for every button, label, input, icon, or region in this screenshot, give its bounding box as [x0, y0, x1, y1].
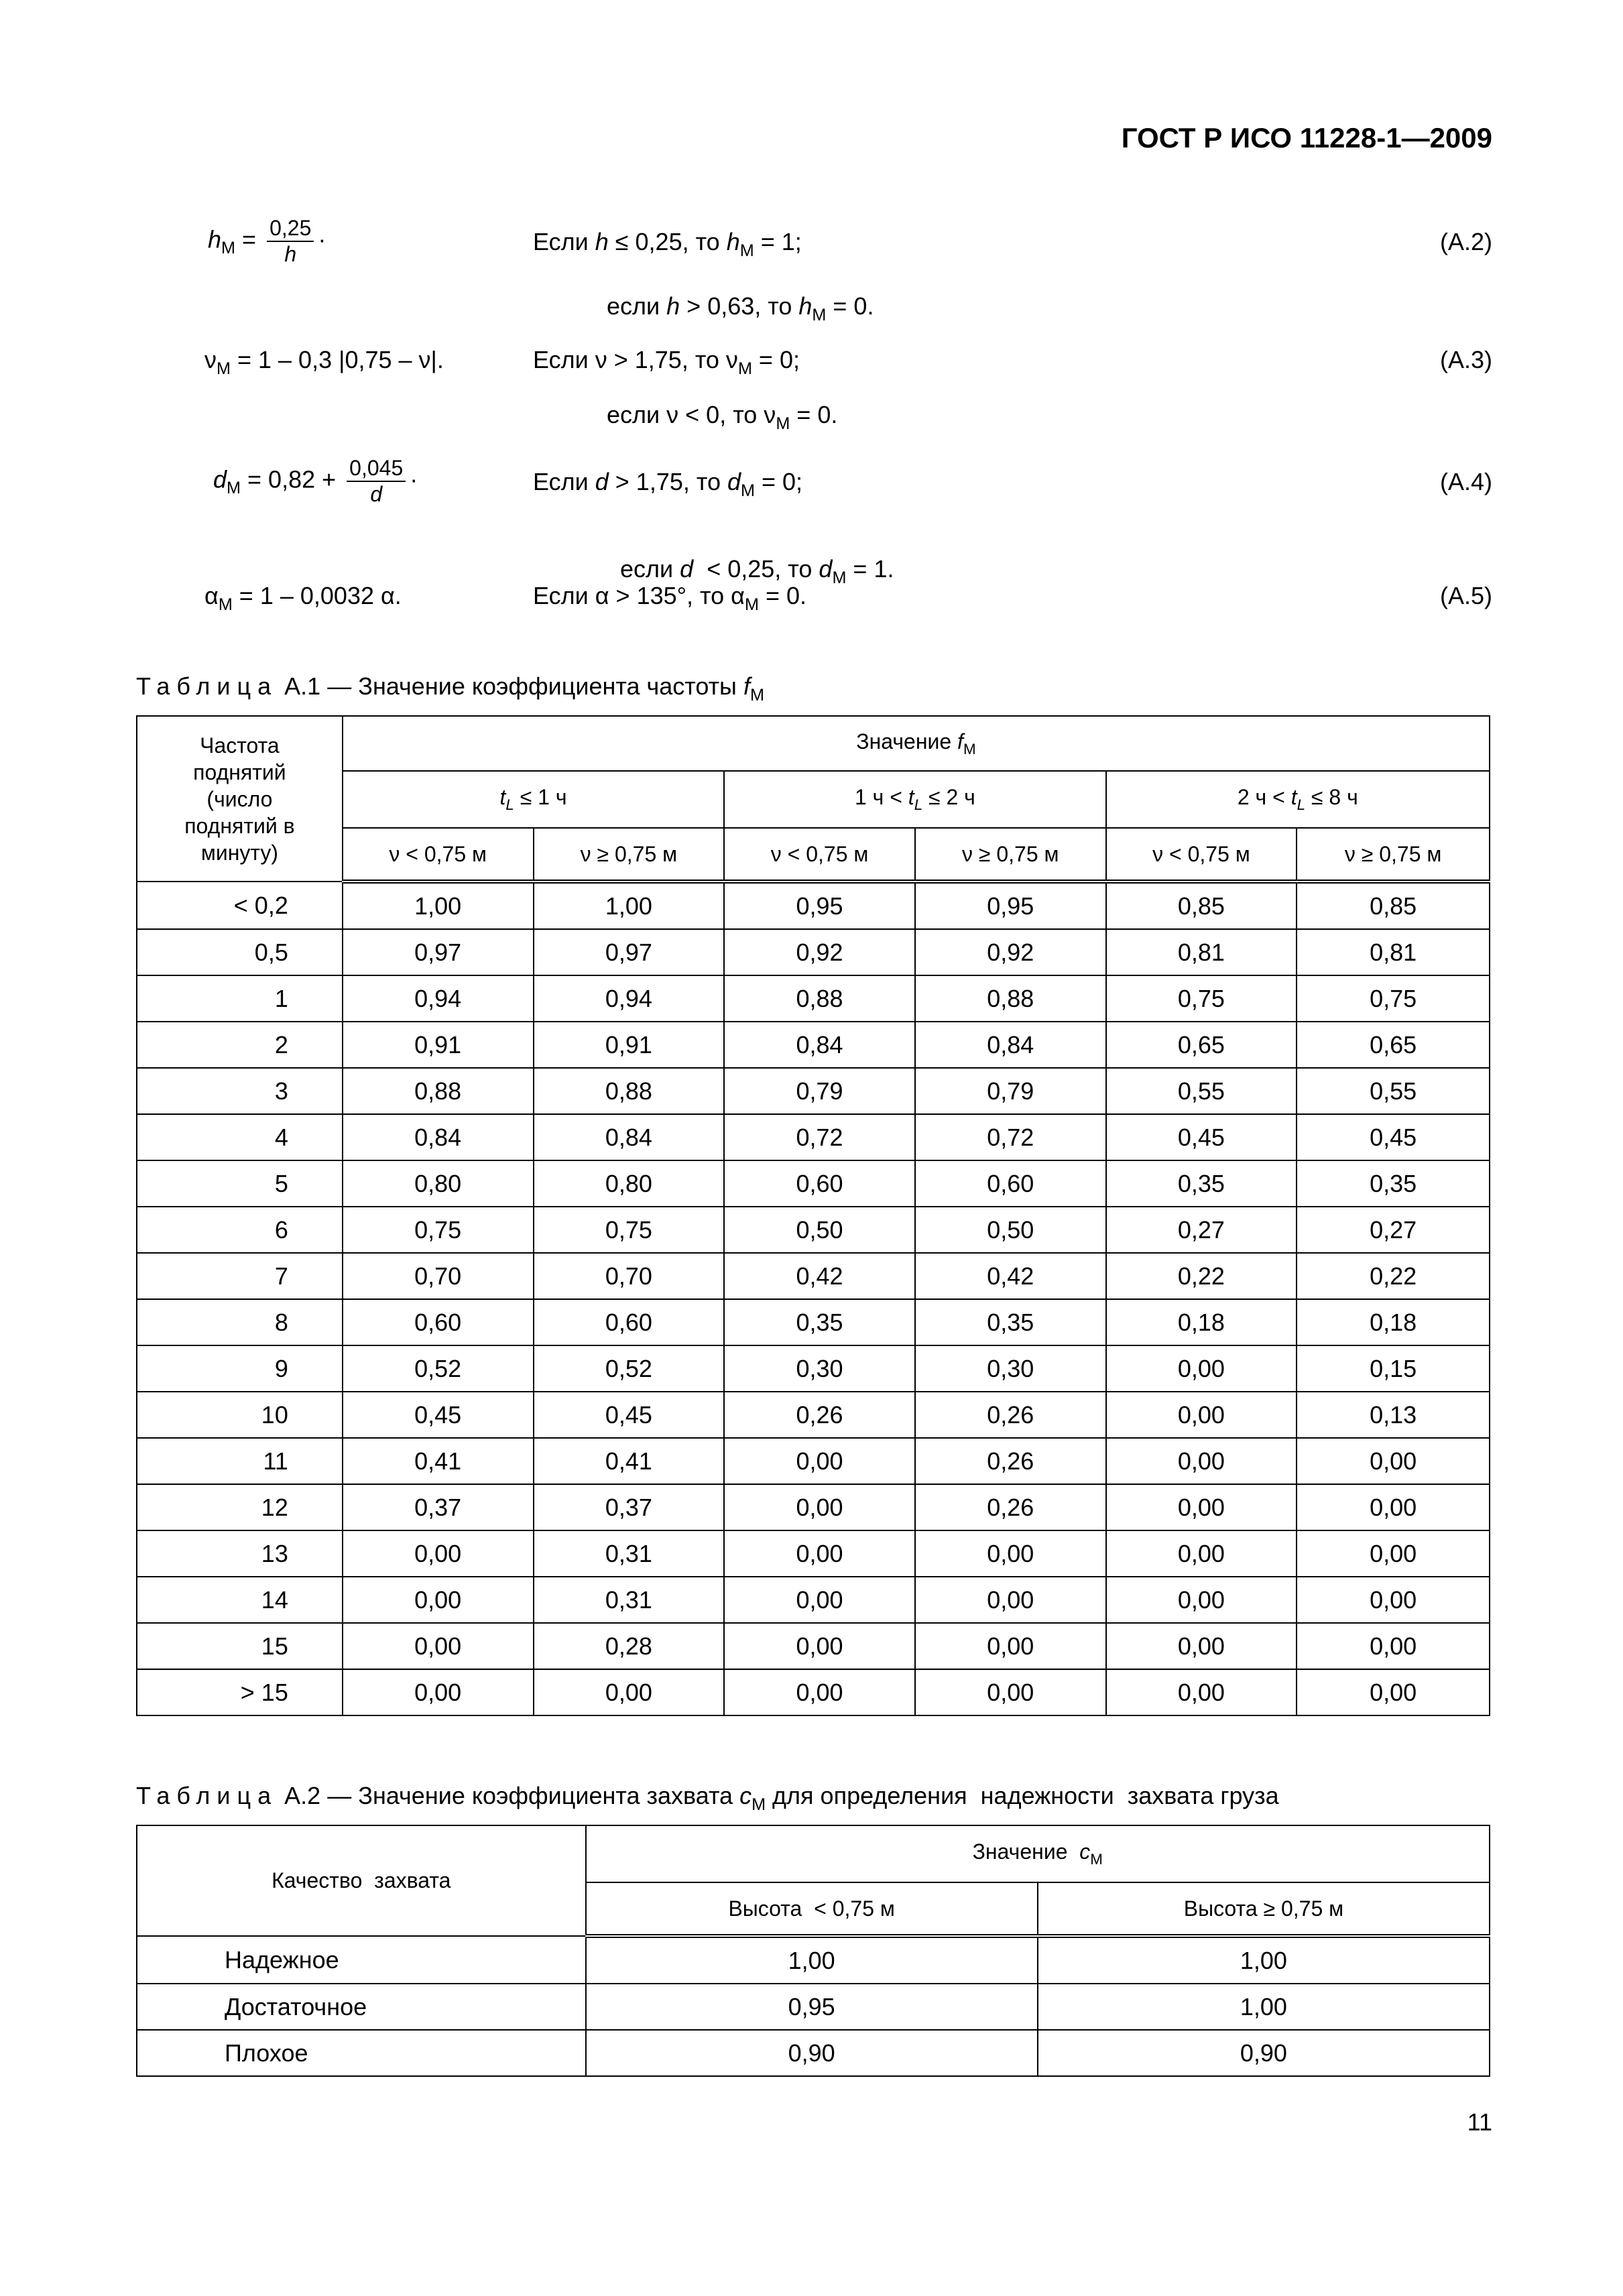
table-a1-cell: 0,72 [915, 1114, 1106, 1160]
table-a1-cell: 0,00 [724, 1577, 915, 1623]
table-a1-row-label: 3 [137, 1068, 343, 1114]
table-a1-group-2: 1 $ч < t_L \le 2$ ч [724, 771, 1105, 828]
table-a1-cell: 0,00 [915, 1623, 1106, 1669]
formula-a4-condition-2: если d < 0,25, то $d_M = 1$. [620, 555, 894, 587]
table-a1-cell: 0,75 [1106, 975, 1297, 1022]
table-a1-cell: 0,00 [1297, 1623, 1490, 1669]
table-a1-caption: Таблица А.1 — Значение коэффициента частоты $f_M$ [136, 672, 764, 705]
table-a1-cell: 0,41 [534, 1438, 725, 1484]
table-a1-cell: 0,88 [724, 975, 915, 1022]
table-a1-row-label: 8 [137, 1299, 343, 1345]
table-a1-row-label: > 15 [137, 1669, 343, 1715]
table-a1-subheader: ν < 0,75 м [343, 828, 534, 882]
table-a2-cell: 1,00 [1038, 1936, 1490, 1984]
table-a2-cell: 0,90 [1038, 2030, 1490, 2076]
table-a1-cell: 0,00 [1106, 1577, 1297, 1623]
table-a1-cell: 1,00 [534, 882, 725, 929]
table-a1-row-label: 5 [137, 1160, 343, 1207]
table-a1-cell: 0,65 [1297, 1022, 1490, 1068]
table-a2-body [137, 1936, 1490, 2076]
table-a2-subheader: Высота < 0,75 м [586, 1882, 1038, 1936]
table-a1-cell: 0,18 [1106, 1299, 1297, 1345]
table-a2-row [137, 2030, 1490, 2076]
formula-a4-condition-1: Если d > 1,75, то $d_M = 0$; [533, 468, 803, 500]
table-a1-cell: 0,92 [724, 929, 915, 975]
table-a1-body [137, 882, 1490, 1715]
formula-a3-lhs: $\nu_M = 1 - 0,3$ |0,75 – ν|. [204, 346, 444, 378]
equation-number-a5: (А.5) [1439, 582, 1492, 609]
table-a1-cell: 0,22 [1297, 1253, 1490, 1299]
table-a1-cell: 0,50 [915, 1207, 1106, 1253]
table-a1-cell: 0,26 [915, 1392, 1106, 1438]
table-a1-cell: 0,70 [534, 1253, 725, 1299]
table-a1-cell: 0,91 [534, 1022, 725, 1068]
table-a1-cell: 0,15 [1297, 1345, 1490, 1392]
table-a1-cell: 1,00 [343, 882, 534, 929]
table-a2-row [137, 1984, 1490, 2030]
table-a1-cell: 0,00 [343, 1669, 534, 1715]
table-a1-cell: 0,26 [915, 1438, 1106, 1484]
table-a1-subheader: ν ≥ 0,75 м [915, 828, 1106, 882]
table-a1-cell: 0,27 [1106, 1207, 1297, 1253]
formula-a5-lhs: $\alpha_M = 1 - 0,0032$ α. [204, 582, 402, 614]
table-a1-cell: 0,00 [1297, 1669, 1490, 1715]
table-a1-cell: 0,85 [1106, 882, 1297, 929]
table-a1-subheader: ν < 0,75 м [1106, 828, 1297, 882]
table-a1-row [137, 1345, 1490, 1392]
table-a1-cell: 0,65 [1106, 1022, 1297, 1068]
table-a2-cell: 0,95 [586, 1984, 1038, 2030]
table-a1-row [137, 1669, 1490, 1715]
table-a1-row-label: 6 [137, 1207, 343, 1253]
table-a1-cell: 0,00 [1106, 1438, 1297, 1484]
formula-a2-condition-2: если h > 0,63, то $h_M = 0$. [607, 292, 874, 324]
table-a1-cell: 0,75 [1297, 975, 1490, 1022]
table-a1-cell: 0,60 [534, 1299, 725, 1345]
table-a1-row [137, 975, 1490, 1022]
table-a1-cell: 0,84 [915, 1022, 1106, 1068]
table-a2-row-label: Надежное [137, 1936, 586, 1984]
table-a1-row-label: 15 [137, 1623, 343, 1669]
table-a1-row [137, 1484, 1490, 1530]
table-a1-group-3: 2 $ч < t_L \le 8$ ч [1106, 771, 1490, 828]
table-a1-cell: 0,35 [1106, 1160, 1297, 1207]
table-a1-row-label: 11 [137, 1438, 343, 1484]
table-a1 [136, 715, 1490, 1716]
equation-number-a3: (А.3) [1439, 346, 1492, 373]
table-a1-cell: 0,37 [343, 1484, 534, 1530]
table-a1-row [137, 1623, 1490, 1669]
table-a1-cell: 0,31 [534, 1577, 725, 1623]
table-a1-row-label: 1 [137, 975, 343, 1022]
table-a1-cell: 0,60 [724, 1160, 915, 1207]
table-a1-row [137, 929, 1490, 975]
table-a1-cell: 0,26 [915, 1484, 1106, 1530]
table-a1-cell: 0,91 [343, 1022, 534, 1068]
table-a1-row [137, 882, 1490, 929]
table-a1-cell: 0,45 [343, 1392, 534, 1438]
table-a1-subheader: ν ≥ 0,75 м [1297, 828, 1490, 882]
table-a1-cell: 0,00 [724, 1623, 915, 1669]
table-a2-caption: Таблица А.2 — Значение коэффициента захвата $c_M$ для определения надежности захвата груза [136, 1782, 1279, 1814]
table-a1-cell: 0,00 [343, 1530, 534, 1577]
table-a1-row [137, 1207, 1490, 1253]
table-a1-group-1: $t_L \le 1$ ч [343, 771, 724, 828]
table-a1-row [137, 1160, 1490, 1207]
table-a1-cell: 0,45 [1106, 1114, 1297, 1160]
table-a1-cell: 0,26 [724, 1392, 915, 1438]
table-a1-cell: 0,95 [724, 882, 915, 929]
table-a1-cell: 0,81 [1106, 929, 1297, 975]
table-a1-cell: 0,00 [724, 1530, 915, 1577]
table-a1-subheader: ν < 0,75 м [724, 828, 915, 882]
table-a2-row-label: Достаточное [137, 1984, 586, 2030]
formula-a3-condition-2: если ν < 0, то $\nu_M = 0$. [607, 401, 838, 433]
table-a1-cell: 0,81 [1297, 929, 1490, 975]
table-a1-cell: 0,55 [1297, 1068, 1490, 1114]
table-a1-cell: 0,60 [915, 1160, 1106, 1207]
table-a1-cell: 0,94 [343, 975, 534, 1022]
table-a1-cell: 0,79 [915, 1068, 1106, 1114]
table-a1-col0-header: Частота поднятий (число поднятий в минуту) [137, 716, 343, 882]
table-a1-row [137, 1438, 1490, 1484]
page-number: 11 [1467, 2108, 1492, 2136]
table-a1-cell: 0,75 [534, 1207, 725, 1253]
table-a1-cell: 0,80 [534, 1160, 725, 1207]
table-a1-row-label: 14 [137, 1577, 343, 1623]
table-a2-cell: 1,00 [1038, 1984, 1490, 2030]
equation-number-a4: (А.4) [1439, 468, 1492, 495]
table-a2-cell: 0,90 [586, 2030, 1038, 2076]
table-a1-cell: 0,88 [343, 1068, 534, 1114]
table-a1-cell: 0,00 [724, 1438, 915, 1484]
table-a1-cell: 0,97 [534, 929, 725, 975]
table-a1-cell: 0,52 [534, 1345, 725, 1392]
table-a1-cell: 0,22 [1106, 1253, 1297, 1299]
table-a1-cell: 0,97 [343, 929, 534, 975]
table-a1-cell: 0,35 [1297, 1160, 1490, 1207]
table-a2-subheader: Высота ≥ 0,75 м [1038, 1882, 1490, 1936]
table-a1-cell: 0,84 [724, 1022, 915, 1068]
table-a1-cell: 0,00 [724, 1669, 915, 1715]
table-a1-row-label: 4 [137, 1114, 343, 1160]
formula-a5-condition: Если α > 135°, то $\alpha_M = 0$. [533, 582, 806, 614]
table-a1-cell: 0,27 [1297, 1207, 1490, 1253]
table-a1-cell: 0,75 [343, 1207, 534, 1253]
table-a1-row-label: 10 [137, 1392, 343, 1438]
table-a1-row [137, 1253, 1490, 1299]
table-a1-cell: 0,30 [915, 1345, 1106, 1392]
table-a1-cell: 0,00 [915, 1577, 1106, 1623]
table-a1-row [137, 1068, 1490, 1114]
table-a1-cell: 0,84 [534, 1114, 725, 1160]
table-a1-cell: 0,00 [1297, 1577, 1490, 1623]
table-a1-row [137, 1577, 1490, 1623]
formula-a4-fraction: $\frac{0,045}{d}$ [347, 456, 406, 507]
table-a1-row-label: 2 [137, 1022, 343, 1068]
table-a1-cell: 0,85 [1297, 882, 1490, 929]
table-a1-row [137, 1530, 1490, 1577]
table-a1-cell: 0,92 [915, 929, 1106, 975]
table-a2-value-header: Значение $c_M$ [586, 1825, 1490, 1882]
table-a1-cell: 0,00 [724, 1484, 915, 1530]
table-a1-row [137, 1022, 1490, 1068]
table-a2-row [137, 1936, 1490, 1984]
table-a1-cell: 0,79 [724, 1068, 915, 1114]
table-a1-cell: 0,00 [1297, 1530, 1490, 1577]
table-a1-cell: 0,80 [343, 1160, 534, 1207]
table-a1-cell: 0,95 [915, 882, 1106, 929]
table-a1-cell: 0,31 [534, 1530, 725, 1577]
formula-a4-lhs: $d_M = 0,82$ + $\frac{0,045}{d}$ · [213, 456, 418, 506]
table-a1-row [137, 1392, 1490, 1438]
table-a1-cell: 0,84 [343, 1114, 534, 1160]
table-a1-cell: 0,00 [915, 1530, 1106, 1577]
table-a1-row-label: 13 [137, 1530, 343, 1577]
table-a1-cell: 0,52 [343, 1345, 534, 1392]
table-a1-cell: 0,88 [915, 975, 1106, 1022]
table-a2-cell: 1,00 [586, 1936, 1038, 1984]
table-a1-row-label: 12 [137, 1484, 343, 1530]
table-a1-cell: 0,00 [343, 1623, 534, 1669]
table-a1-cell: 0,88 [534, 1068, 725, 1114]
table-a1-cell: 0,30 [724, 1345, 915, 1392]
formula-a2-lhs: $h_M$ = $\frac{0,25}{h}$ · [208, 216, 326, 266]
table-a1-row-label: 7 [137, 1253, 343, 1299]
table-a1-value-header: Значение $f_M$ [343, 716, 1490, 771]
table-a2 [136, 1825, 1490, 2077]
table-a1-cell: 0,35 [915, 1299, 1106, 1345]
table-a1-row-label: 0,5 [137, 929, 343, 975]
table-a1-row [137, 1114, 1490, 1160]
table-a1-cell: 0,00 [1297, 1484, 1490, 1530]
table-a1-cell: 0,70 [343, 1253, 534, 1299]
table-a1-cell: 0,00 [915, 1669, 1106, 1715]
table-a1-cell: 0,42 [915, 1253, 1106, 1299]
table-a1-cell: 0,00 [1106, 1484, 1297, 1530]
table-a1-cell: 0,50 [724, 1207, 915, 1253]
table-a1-subheader: ν ≥ 0,75 м [534, 828, 725, 882]
table-a1-cell: 0,45 [1297, 1114, 1490, 1160]
table-a1-cell: 0,35 [724, 1299, 915, 1345]
table-a1-cell: 0,18 [1297, 1299, 1490, 1345]
table-a1-row-label: 9 [137, 1345, 343, 1392]
table-a1-cell: 0,72 [724, 1114, 915, 1160]
table-a1-cell: 0,28 [534, 1623, 725, 1669]
table-a1-cell: 0,45 [534, 1392, 725, 1438]
table-a1-cell: 0,00 [1106, 1623, 1297, 1669]
formula-a3-condition-1: Если ν > 1,75, то $\nu_M = 0$; [533, 346, 800, 378]
table-a1-cell: 0,37 [534, 1484, 725, 1530]
table-a1-cell: 0,55 [1106, 1068, 1297, 1114]
table-a1-cell: 0,94 [534, 975, 725, 1022]
table-a1-cell: 0,00 [534, 1669, 725, 1715]
table-a1-row-label: < 0,2 [137, 882, 343, 929]
table-a1-cell: 0,60 [343, 1299, 534, 1345]
table-a1-cell: 0,00 [1106, 1669, 1297, 1715]
table-a1-cell: 0,00 [1297, 1438, 1490, 1484]
table-a1-cell: 0,00 [343, 1577, 534, 1623]
table-a1-cell: 0,42 [724, 1253, 915, 1299]
table-a2-row-label: Плохое [137, 2030, 586, 2076]
document-code: ГОСТ Р ИСО 11228-1—2009 [1121, 122, 1492, 154]
formula-a2-condition-1: Если h ≤ 0,25, то $h_M = 1$; [533, 228, 802, 260]
table-a1-row [137, 1299, 1490, 1345]
table-a1-cell: 0,00 [1106, 1345, 1297, 1392]
table-a2-col0-header: Качество захвата [137, 1825, 586, 1936]
formula-a2-fraction: $\frac{0,25}{h}$ [267, 216, 314, 267]
table-a1-cell: 0,41 [343, 1438, 534, 1484]
table-a1-cell: 0,13 [1297, 1392, 1490, 1438]
table-a1-cell: 0,00 [1106, 1530, 1297, 1577]
equation-number-a2: (А.2) [1439, 228, 1492, 255]
table-a1-cell: 0,00 [1106, 1392, 1297, 1438]
